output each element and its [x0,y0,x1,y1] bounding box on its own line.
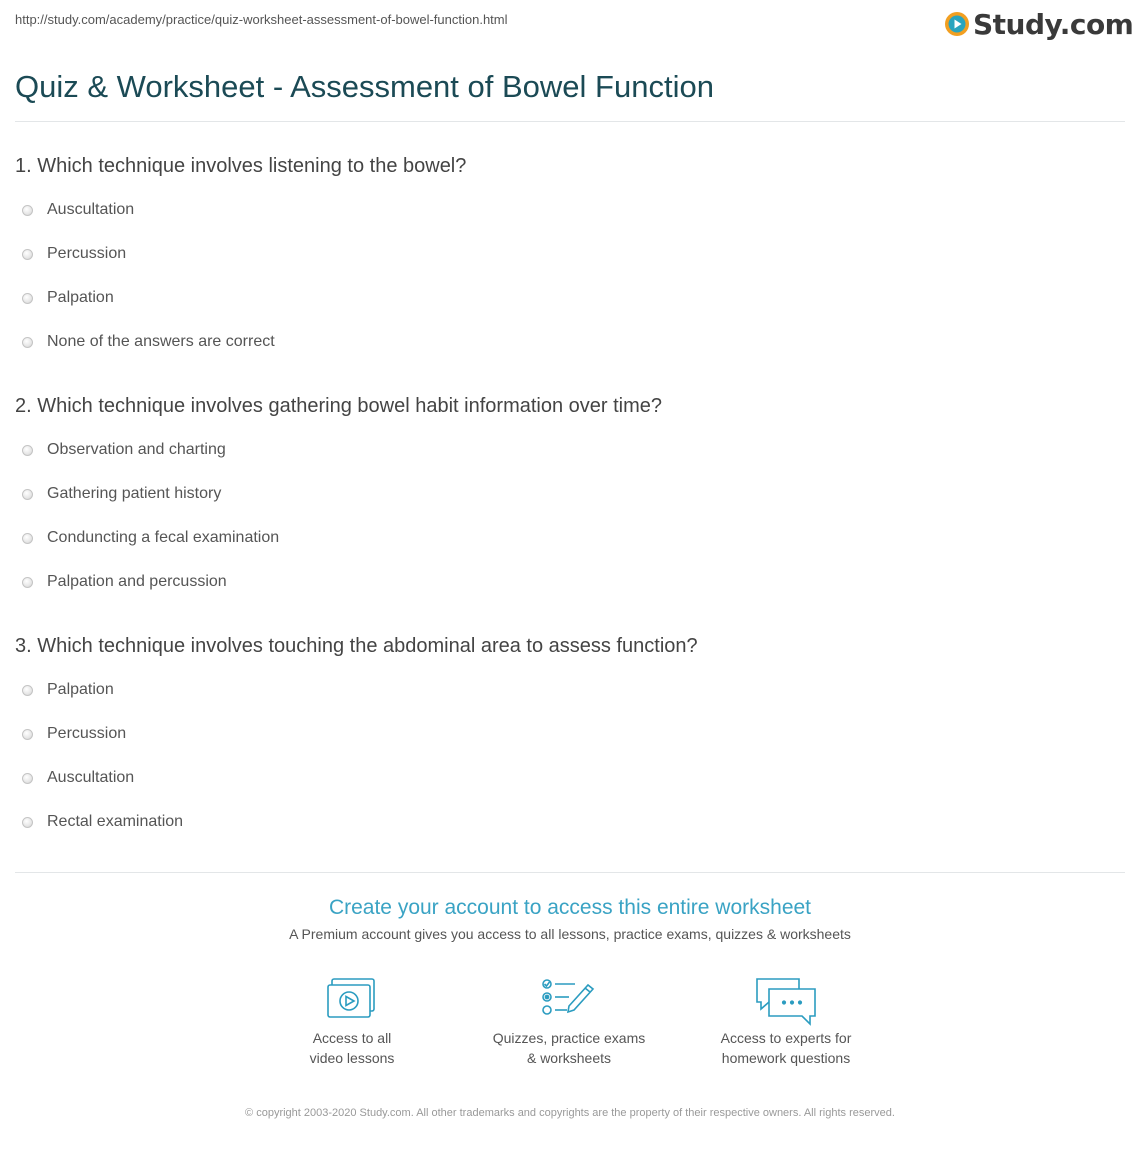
answer-label: Auscultation [47,769,135,786]
answer-option[interactable] [22,243,126,265]
radio-button[interactable] [22,729,33,740]
title-divider [15,121,1125,122]
radio-button[interactable] [22,293,33,304]
answer-option[interactable] [22,811,183,833]
answer-label: Observation and charting [47,441,226,458]
feature-label-line2: video lessons [309,1050,395,1066]
feature-experts [686,976,886,1068]
answer-label: Palpation and percussion [47,573,227,590]
answer-option[interactable] [22,767,134,789]
logo-wordmark: Study.com [973,7,1134,41]
answer-label: Gathering patient history [47,485,222,502]
feature-label-line1: Access to experts for [720,1030,852,1046]
answer-label: Palpation [47,289,114,306]
answer-option[interactable] [22,483,221,505]
answer-label: Rectal examination [47,813,184,830]
video-lessons-icon [326,976,378,1020]
answer-option[interactable] [22,439,226,461]
question-title-3: 3. Which technique involves touching the abdominal area to assess function? [15,635,698,657]
feature-quizzes [469,976,669,1068]
page-title: Quiz & Worksheet - Assessment of Bowel Function [15,69,714,104]
answer-option[interactable] [22,287,114,309]
play-logo-icon [944,11,970,37]
radio-button[interactable] [22,817,33,828]
study-logo[interactable] [944,6,1133,42]
answer-option[interactable] [22,723,126,745]
page-url: http://study.com/academy/practice/quiz-worksheet-assessment-of-bowel-function.html [15,12,508,27]
quiz-checklist-icon [541,976,597,1020]
feature-label-line1: Access to all [312,1030,392,1046]
feature-video-lessons [252,976,452,1068]
answer-option[interactable] [22,571,227,593]
answer-option[interactable] [22,679,114,701]
radio-button[interactable] [22,337,33,348]
answer-label: Percussion [47,245,127,262]
radio-button[interactable] [22,773,33,784]
answer-label: Palpation [47,681,114,698]
chat-bubbles-icon [753,976,819,1028]
answer-option[interactable] [22,527,279,549]
cta-divider [15,872,1125,873]
answer-label: None of the answers are correct [47,333,275,350]
feature-label-line2: & worksheets [526,1050,612,1066]
copyright-text: © copyright 2003-2020 Study.com. All other trademarks and copyrights are the property of their respective owners. All rights reserved. [245,1107,895,1119]
radio-button[interactable] [22,685,33,696]
answer-option[interactable] [22,331,275,353]
radio-button[interactable] [22,577,33,588]
question-title-2: 2. Which technique involves gathering bowel habit information over time? [15,395,663,417]
radio-button[interactable] [22,249,33,260]
radio-button[interactable] [22,445,33,456]
radio-button[interactable] [22,205,33,216]
answer-label: Auscultation [47,201,135,218]
question-title-1: 1. Which technique involves listening to the bowel? [15,155,467,177]
feature-label-line1: Quizzes, practice exams [492,1030,646,1046]
radio-button[interactable] [22,489,33,500]
radio-button[interactable] [22,533,33,544]
cta-subtitle: A Premium account gives you access to all lessons, practice exams, quizzes & worksheets [289,926,851,942]
feature-label-line2: homework questions [721,1050,851,1066]
answer-option[interactable] [22,199,134,221]
answer-label: Percussion [47,725,127,742]
create-account-link[interactable]: Create your account to access this entire worksheet [328,896,812,919]
answer-label: Conduncting a fecal examination [47,529,280,546]
